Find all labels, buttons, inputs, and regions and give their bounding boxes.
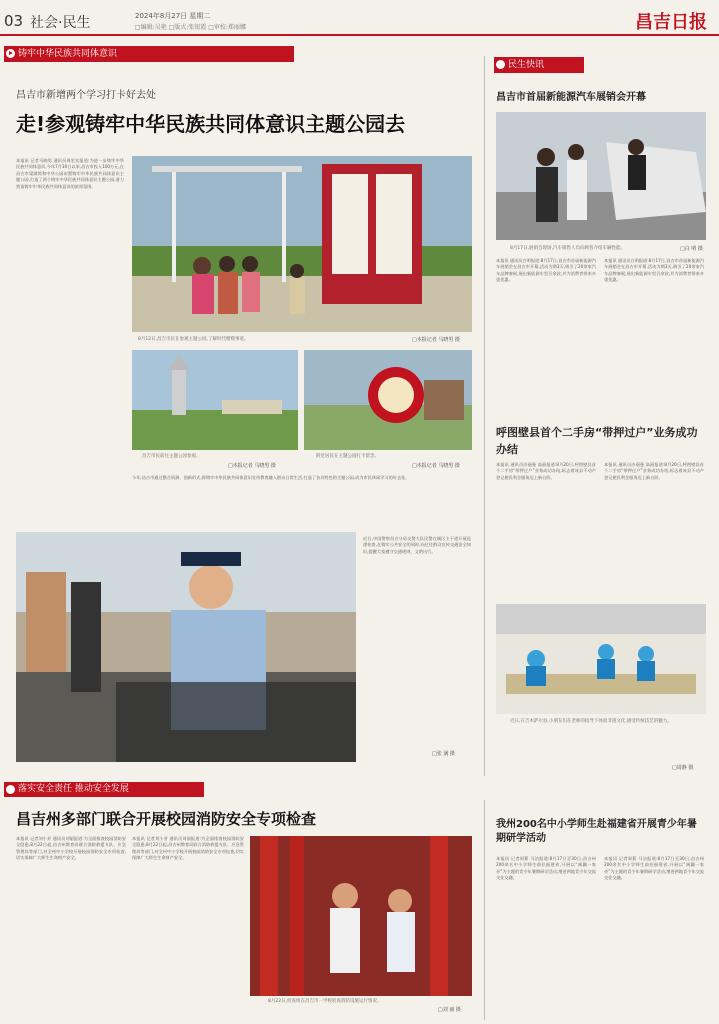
- bottom-article-body-2: 本报讯 记者刘小芳 通讯员刘丽报道:为全面排查校园消防安全隐患,8月22日起,昌吉州教育局联合消防救援支队、应急管理局等部门,对全州中小学校开展校园消防安全专项检查,切实保障广大师生生命财产安全。: [132, 836, 244, 861]
- newspaper-logo: 昌吉日报: [635, 12, 707, 33]
- right-article-body-4: 本报讯 通讯员沙丽曼 高丽报道:8月20日,呼图壁县首个二手房“带押过户”业务成功办结,标志着该县不动产登记便民利企服务迈上新台阶。: [604, 462, 704, 480]
- article-body: 本报讯 记者马晓男 通讯员周宏宾报道:为进一步铸牢中华民族共同体意识,今年7月30日以来,昌吉市投入100万元,在昌吉市梁湖湾和中华公园布置铸牢中华民族共同体意识主题公园,打造了两个铸牢中华民族共同体意识主题公园,着力营造铸牢中华民族共同体意识的浓厚氛围。: [16, 158, 124, 189]
- right-bottom-body: 本报讯 记者周莉 马洁报道:8月17日至30日,昌吉州200余名中小学师生前往福建省,开展以“闽疆一家亲”为主题的青少年暑期研学活动,增进两地青少年交流交往交融。: [496, 856, 596, 881]
- photo-credit: □白 明 摄: [680, 246, 703, 252]
- photo-credit: □刘 丽 摄: [438, 1007, 461, 1013]
- photo-caption: 附近居民在主题公园打卡留念。: [316, 454, 379, 459]
- photo-caption: 昌吉市民前往主题公园参观。: [142, 454, 201, 459]
- column-divider: [484, 56, 485, 776]
- right-article-title: 昌吉市首届新能源汽车展销会开幕: [496, 92, 646, 103]
- bottom-headline: 昌吉州多部门联合开展校园消防安全专项检查: [16, 810, 317, 828]
- photo-caption: 近日,在吉木萨尔县,小朋友们在老师的指导下体验非遗文化,感受传统技艺的魅力。: [510, 719, 672, 724]
- headline: 走!参观铸牢中华民族共同体意识主题公园去: [16, 112, 406, 136]
- photo-story-text: 近日,中国警察昌吉分局交警大队民警在城区主干道开展巡逻检查,在铸牢公共安全的同时,向过往群众宣传交通安全知识,提醒大家遵守交通规则、文明出行。: [363, 536, 471, 554]
- photo-credit: □周静 摄: [672, 765, 694, 771]
- right-article-body-2: 本报讯 通讯员白明报道:8月17日,昌吉市首届新能源汽车展销会在昌吉市开幕,活动为期3天,吸引了20余家汽车品牌参展,展出新能源车型百余款,并为消费者带来多重优惠。: [604, 258, 704, 283]
- editor-line: □编辑:吴艳 □版式:张银霞 □审校:郑丽娜: [135, 24, 246, 31]
- banner-play-icon: [6, 785, 15, 794]
- article-kicker: 昌吉市新增两个学习打卡好去处: [16, 90, 156, 101]
- banner-play-icon: [6, 49, 15, 58]
- right-article-body-3: 本报讯 通讯员沙丽曼 高丽报道:8月20日,呼图壁县首个二手房“带押过户”业务成功办结,标志着该县不动产登记便民利企服务迈上新台阶。: [496, 462, 596, 480]
- photo-caption: 8月12日,昌吉市民在参观主题公园,了解时代楷模事迹。: [138, 337, 249, 342]
- park-photo: [132, 156, 472, 332]
- photo-credit: □本报记者 马晓男 摄: [412, 337, 460, 343]
- right-article-body: 本报讯 通讯员白明报道:8月17日,昌吉市首届新能源汽车展销会在昌吉市开幕,活动为期3天,吸引了20余家汽车品牌参展,展出新能源车型百余款,并为消费者带来多重优惠。: [496, 258, 596, 283]
- photo-credit: □张 满 摄: [432, 751, 455, 757]
- bottom-article-body: 本报讯 记者刘小芳 通讯员刘丽报道:为全面排查校园消防安全隐患,8月22日起,昌吉州教育局联合消防救援支队、应急管理局等部门,对全州中小学校开展校园消防安全专项检查,切实保障广大师生生命财产安全。: [16, 836, 126, 861]
- photo-caption: 8月22日,检查组在昌吉市一学校检查消防设施运行情况。: [268, 999, 382, 1004]
- children-craft-photo: [496, 604, 706, 714]
- section-banner: [4, 46, 294, 62]
- page-number: 03: [4, 12, 24, 30]
- section-name: 社会·民生: [30, 15, 91, 31]
- column-divider-bottom: [484, 800, 485, 1020]
- issue-date: 2024年8月27日 星期二: [135, 12, 211, 20]
- article-body-continued: 今年,昌吉市通过整合资源、创新形式,将铸牢中华民族共同体意识宣传教育融入群众日常生活,打造了各具特色的主题公园,成为市民休闲学习的好去处。: [132, 475, 410, 480]
- right-bottom-title: 我州200名中小学师生赴福建省开展青少年暑期研学活动: [496, 819, 697, 844]
- right-bottom-body-2: 本报讯 记者周莉 马洁报道:8月17日至30日,昌吉州200余名中小学师生前往福建省,开展以“闽疆一家亲”为主题的青少年暑期研学活动,增进两地青少年交流交往交融。: [604, 856, 704, 881]
- park-photo-3: [304, 350, 472, 450]
- photo-credit: □本报记者 马晓男 摄: [228, 463, 276, 469]
- bottom-section-banner: [4, 782, 204, 797]
- right-article-title-2: 呼图壁县首个二手房“带押过户”业务成功办结: [496, 426, 698, 456]
- car-show-photo: [496, 112, 706, 240]
- fire-inspection-photo: [250, 836, 472, 996]
- park-photo-2: [132, 350, 298, 450]
- header-rule: [0, 34, 719, 36]
- photo-credit: □本报记者 马晓男 摄: [412, 463, 460, 469]
- right-section-banner: [494, 57, 584, 73]
- right-banner-text: 民生快讯: [508, 60, 545, 70]
- police-photo: [16, 532, 356, 762]
- bottom-banner-text: 落实安全责任 推动安全发展: [18, 784, 129, 794]
- photo-caption: 8月17日,展销会现场,汽车销售人员向顾客介绍车辆性能。: [510, 246, 625, 251]
- banner-play-icon: [496, 60, 505, 69]
- section-banner-text: 铸牢中华民族共同体意识: [18, 49, 118, 59]
